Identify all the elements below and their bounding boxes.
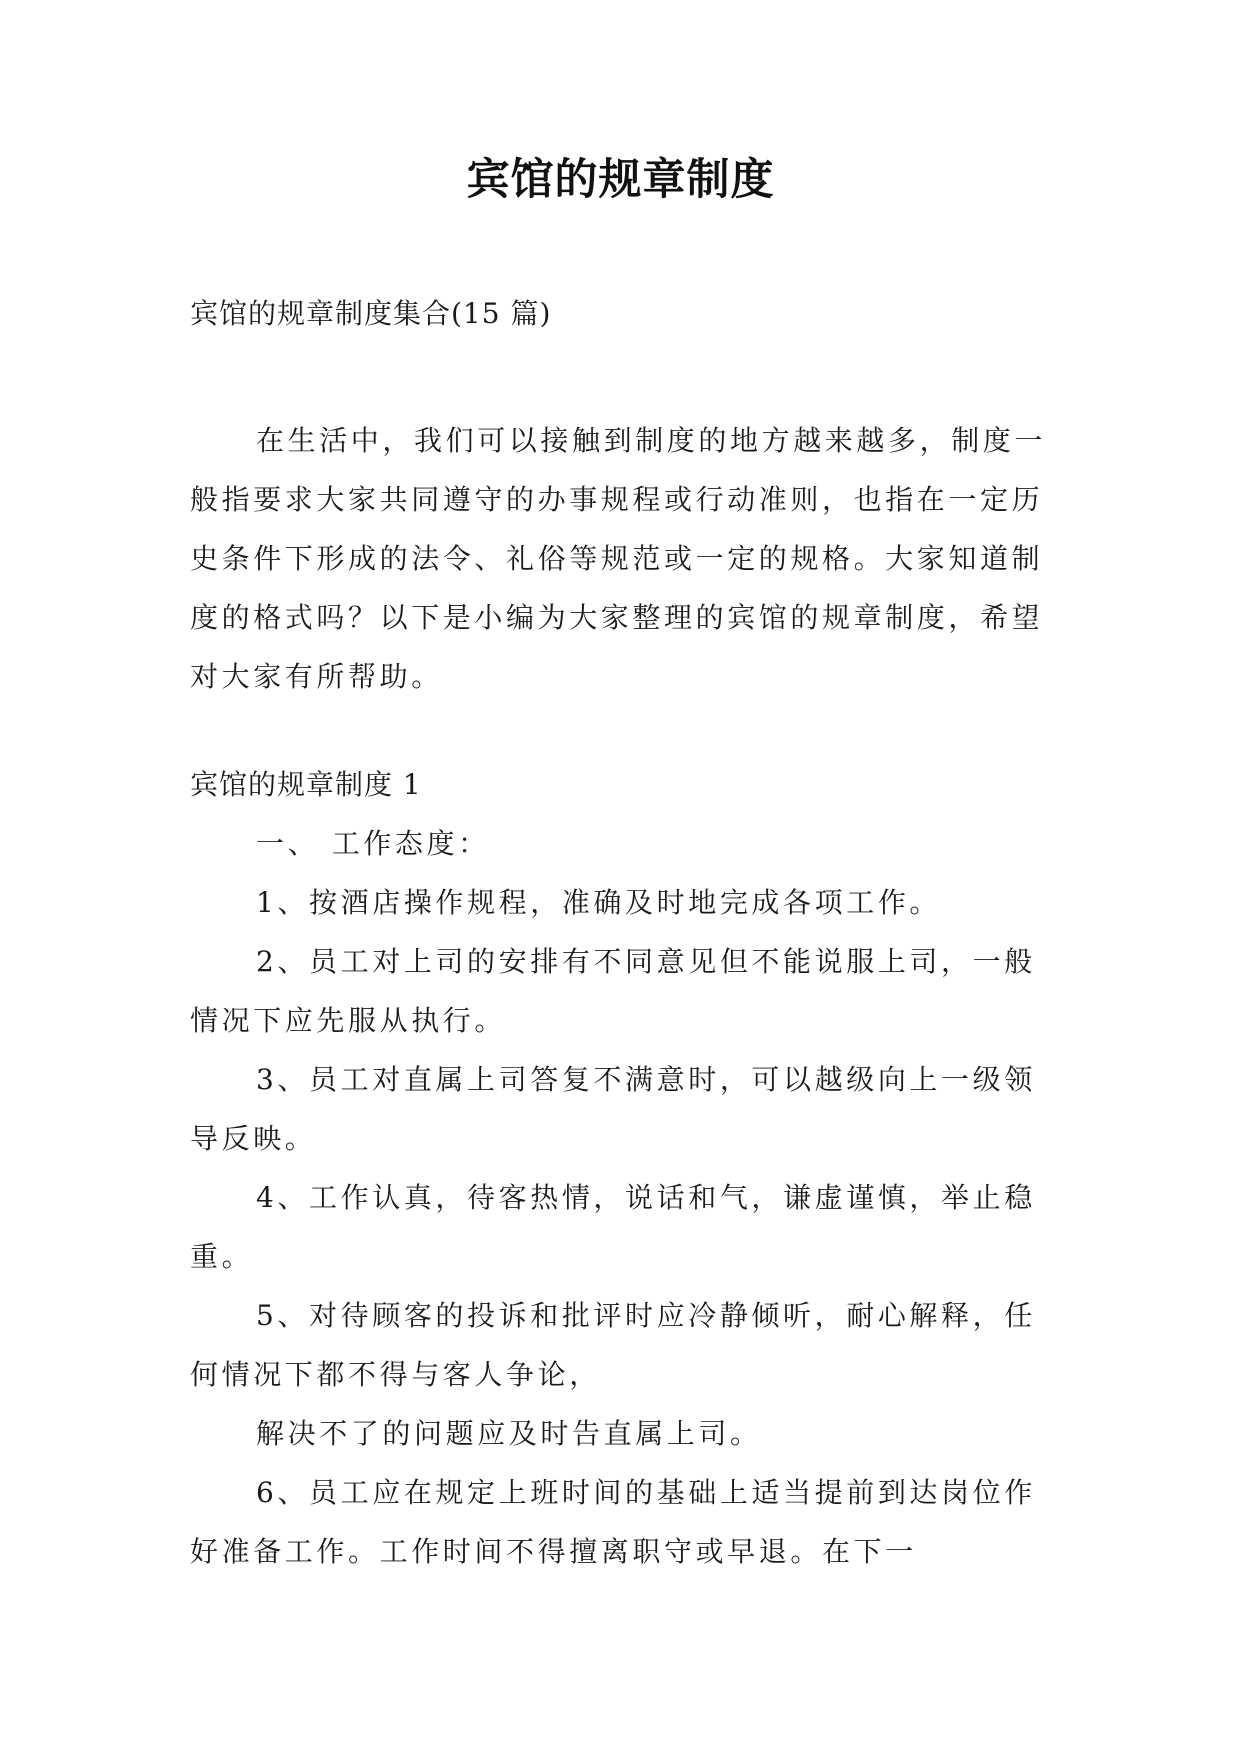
rule-item: 5、对待顾客的投诉和批评时应冷静倾听，耐心解释，任何情况下都不得与客人争论， xyxy=(190,1299,1036,1391)
rule-item: 4、工作认真，待客热情，说话和气，谦虚谨慎，举止稳重。 xyxy=(190,1181,1036,1273)
page-title: 宾馆的规章制度 xyxy=(466,155,775,205)
rules-list xyxy=(190,814,1052,1581)
document-subtitle: 宾馆的规章制度集合(15 篇) xyxy=(190,297,552,330)
rule-heading-attitude: 一、 工作态度： xyxy=(256,827,490,860)
section-heading: 宾馆的规章制度 1 xyxy=(190,768,422,801)
rule-item: 6、员工应在规定上班时间的基础上适当提前到达岗位作好准备工作。工作时间不得擅离职守或早退。在下一 xyxy=(190,1476,1036,1568)
rule-item: 3、员工对直属上司答复不满意时，可以越级向上一级领导反映。 xyxy=(190,1063,1036,1155)
rule-item: 1、按酒店操作规程，准确及时地完成各项工作。 xyxy=(256,886,942,919)
intro-paragraph: 在生活中，我们可以接触到制度的地方越来越多，制度一般指要求大家共同遵守的办事规程或行动准则，也指在一定历史条件下形成的法令、礼俗等规范或一定的规格。大家知道制度的格式吗？以下是小编为大家整理的宾馆的规章制度，希望对大家有所帮助。 xyxy=(190,424,1047,693)
rule-item: 2、员工对上司的安排有不同意见但不能说服上司，一般情况下应先服从执行。 xyxy=(190,945,1036,1037)
rule-item-continuation: 解决不了的问题应及时告直属上司。 xyxy=(256,1417,762,1450)
